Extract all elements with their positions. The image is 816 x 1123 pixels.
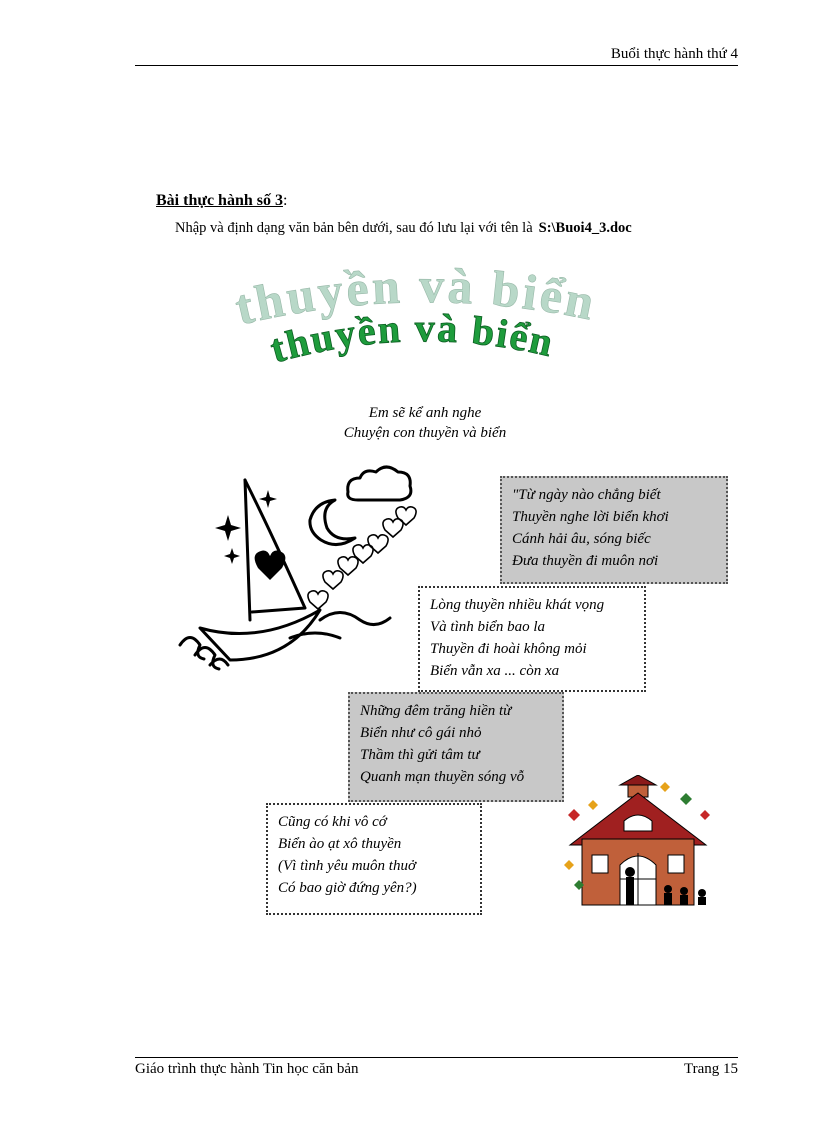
intro-line-1: Em sẽ kể anh nghe: [368, 405, 482, 421]
footer-rule: [135, 1057, 738, 1058]
sparkle-icon-3: [224, 548, 240, 564]
trail-heart-icon-5: [368, 535, 388, 553]
wave-swirl-2: [195, 648, 219, 670]
sailboat-illustration: [170, 460, 420, 690]
moon-icon: [310, 500, 355, 545]
trail-heart-icon-6: [383, 519, 403, 537]
footer-page-number: Trang 15: [683, 1061, 738, 1077]
exercise-instruction: [175, 220, 632, 237]
tower-roof: [620, 775, 656, 785]
leaf-icon-2: [588, 800, 598, 810]
stanza-3-line-2: Biển như cô gái nhỏ: [360, 725, 482, 741]
trail-heart-icon-1: [308, 591, 328, 609]
stanza-2-line-1: Lòng thuyền nhiều khát vọng: [430, 597, 605, 613]
child-icon-1: [664, 885, 672, 893]
teacher-icon: [626, 877, 634, 905]
child-body-2: [680, 895, 688, 905]
schoolhouse-illustration: [560, 775, 720, 915]
child-body-3: [698, 897, 706, 905]
wave-line-1: [320, 613, 390, 625]
sparkle-icon-2: [259, 490, 277, 508]
sparkle-icon-1: [215, 515, 241, 541]
stanza-2: [418, 586, 646, 692]
stanza-1-line-4: Đưa thuyền đi muôn nơi: [512, 553, 659, 569]
header-title: Buổi thực hành thứ 4: [610, 46, 738, 62]
trail-heart-icon-2: [323, 571, 343, 589]
wordart-shadow-path: thuyền và biển: [229, 257, 602, 336]
window-right: [668, 855, 684, 873]
poem-intro: [300, 403, 550, 443]
gable-window: [624, 815, 652, 831]
exercise-title-text: Bài thực hành số 3: [156, 192, 283, 209]
trail-heart-icon-7: [396, 507, 416, 525]
window-left: [592, 855, 608, 873]
stanza-4-line-3: (Vì tình yêu muôn thuở: [278, 858, 416, 874]
leaf-icon-4: [700, 810, 710, 820]
wordart-title: [220, 255, 670, 395]
instruction-text: Nhập và định dạng văn bản bên dưới, sau đó lưu lại với tên là: [175, 220, 533, 236]
leaf-icon-1: [568, 809, 580, 821]
instruction-filename: S:\Buoi4_3.doc: [538, 220, 632, 236]
stanza-2-line-4: Biển vẫn xa ... còn xa: [430, 663, 560, 679]
stanza-4-line-1: Cũng có khi vô cớ: [278, 814, 387, 830]
stanza-2-line-2: Và tình biển bao la: [430, 619, 545, 635]
heart-on-sail-icon: [255, 551, 286, 580]
stanza-4: [266, 803, 482, 915]
child-icon-3: [698, 889, 706, 897]
stanza-4-line-2: Biển ào ạt xô thuyền: [278, 836, 402, 852]
stanza-1-line-1: "Từ ngày nào chẳng biết: [512, 487, 661, 503]
stanza-2-line-3: Thuyền đi hoài không mỏi: [430, 641, 587, 657]
stanza-1-line-3: Cánh hải âu, sóng biếc: [512, 531, 651, 547]
stanza-4-line-4: Có bao giờ đứng yên?): [278, 880, 417, 896]
child-icon-2: [680, 887, 688, 895]
teacher-head: [625, 867, 635, 877]
child-body-1: [664, 893, 672, 905]
footer-book-title: Giáo trình thực hành Tin học căn bản: [135, 1061, 359, 1077]
boat-mast: [245, 480, 250, 620]
stanza-1-line-2: Thuyền nghe lời biển khơi: [512, 509, 669, 525]
stanza-1: [500, 476, 728, 584]
leaf-icon-3: [680, 793, 692, 805]
stanza-3-line-3: Thầm thì gửi tâm tư: [360, 747, 480, 763]
header-rule: [135, 65, 738, 66]
cloud-icon: [348, 467, 411, 500]
exercise-title: [156, 192, 287, 210]
leaf-icon-6: [660, 782, 670, 792]
stanza-3: [348, 692, 564, 802]
intro-line-2: Chuyện con thuyền và biển: [343, 425, 507, 441]
stanza-3-line-4: Quanh mạn thuyền sóng vỗ: [360, 769, 525, 785]
wordart-main-path: thuyền và biển: [265, 305, 559, 372]
boat-sail: [245, 480, 305, 612]
trail-heart-icon-4: [353, 545, 373, 563]
stanza-3-line-1: Những đêm trăng hiền từ: [360, 703, 512, 719]
leaf-icon-5: [564, 860, 574, 870]
exercise-title-colon: :: [282, 192, 288, 209]
